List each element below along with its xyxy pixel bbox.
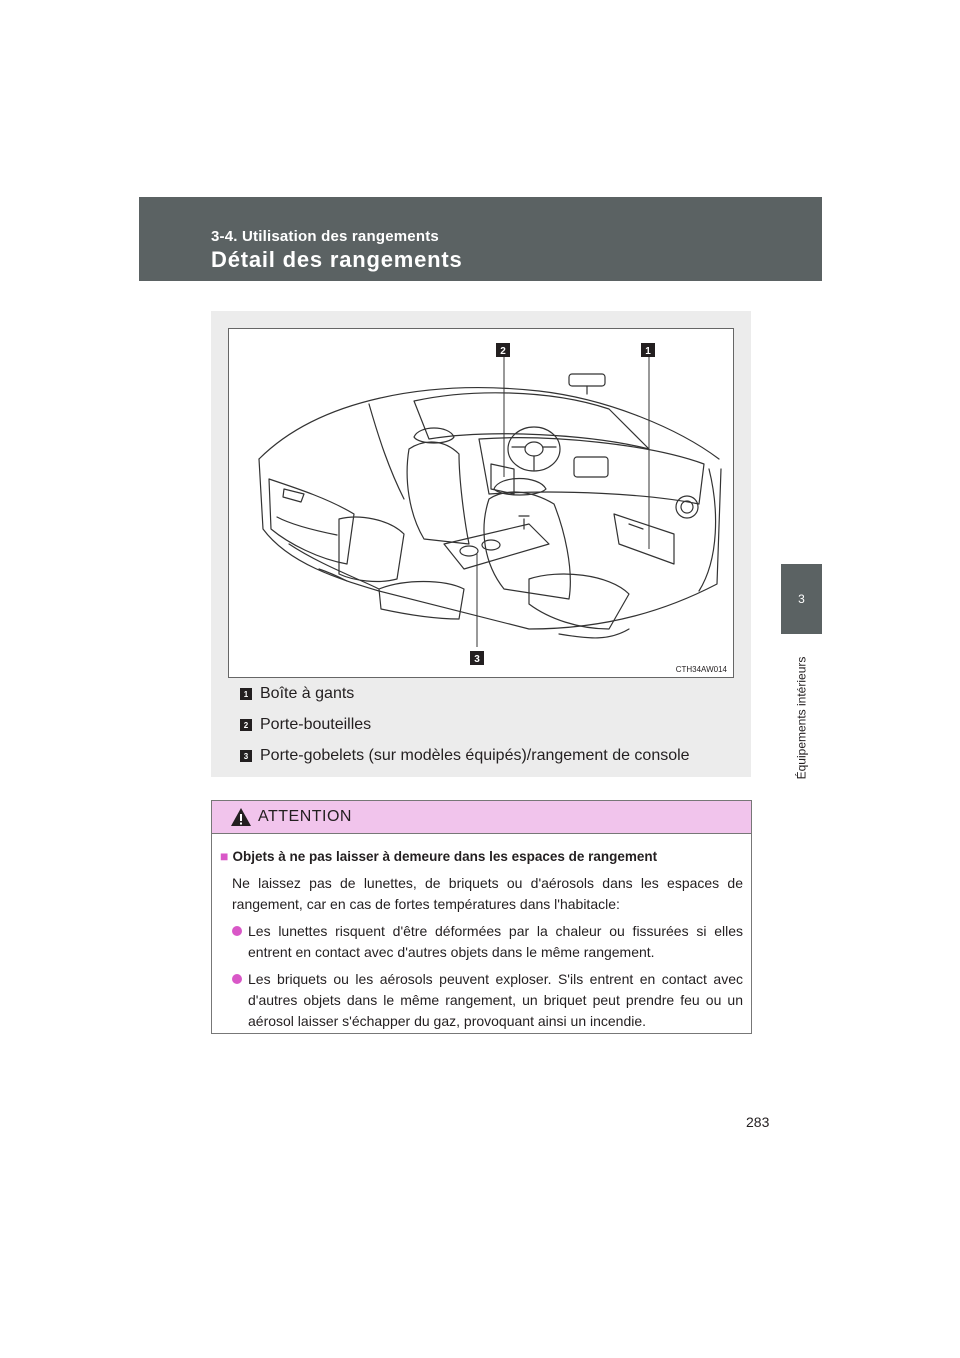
car-interior-drawing — [229, 329, 733, 677]
warning-header — [212, 801, 751, 834]
warning-bullet — [232, 969, 743, 1032]
callout-3: 3 — [474, 654, 480, 665]
rear-door-frame — [269, 479, 354, 564]
page-header — [139, 197, 822, 281]
warning-box — [211, 800, 752, 1034]
rearview-mirror — [569, 374, 605, 386]
passenger-cushion — [529, 574, 629, 629]
gear-lever — [519, 516, 529, 529]
page-title: Détail des rangements — [211, 247, 463, 272]
figure-panel — [211, 311, 751, 777]
warning-heading: Objets à ne pas laisser à demeure dans les espaces de rangement — [232, 849, 658, 864]
warning-bullet-text: Les lunettes risquent d'être déformées par la chaleur ou fissurées si elles entrent en contact avec d'autres objets dans le même rangement. — [248, 923, 743, 960]
chapter-label — [781, 638, 822, 798]
glove-box — [614, 514, 674, 564]
roof-line — [259, 388, 719, 459]
warning-body — [212, 834, 751, 1032]
legend-marker: 1 — [240, 688, 252, 700]
legend — [240, 681, 690, 774]
driver-seat — [407, 442, 469, 544]
warning-triangle-icon — [230, 807, 252, 827]
figure-code: CTH34AW014 — [675, 665, 727, 674]
legend-text: Porte-bouteilles — [260, 716, 372, 733]
square-bullet-icon: ■ — [220, 848, 229, 864]
chapter-tab — [781, 564, 822, 634]
legend-text: Porte-gobelets (sur modèles équipés)/rangement de console — [260, 747, 690, 764]
door-pocket-rear — [277, 517, 337, 535]
bullet-dot-icon — [232, 974, 242, 984]
center-console — [444, 524, 549, 569]
cup-holder-1 — [460, 546, 478, 556]
seatbelt — [369, 404, 404, 499]
callout-1: 1 — [645, 346, 651, 357]
bullet-dot-icon — [232, 926, 242, 936]
legend-text: Boîte à gants — [260, 685, 355, 702]
chapter-label-text: Équipements intérieurs — [794, 656, 809, 780]
driver-headrest — [414, 428, 454, 443]
legend-item — [240, 712, 690, 738]
legend-marker: 3 — [240, 750, 252, 762]
center-display — [574, 457, 608, 477]
legend-marker: 2 — [240, 719, 252, 731]
callout-group — [470, 343, 655, 665]
chapter-number: 3 — [798, 592, 805, 606]
car-interior-illustration — [228, 328, 734, 678]
warning-bullet-text: Les briquets ou les aérosols peuvent exploser. S'ils entrent en contact avec d'autres objets dans le même rangement, un briquet peut prendre feu ou un aérosol laisser s'échapper du gaz, provoquant ainsi un incendie. — [248, 971, 743, 1029]
door-handle-rear — [283, 489, 304, 502]
body-outline — [259, 459, 721, 629]
callout-2: 2 — [500, 346, 506, 357]
legend-item — [240, 681, 690, 707]
legend-item — [240, 743, 690, 769]
passenger-seat — [484, 492, 570, 599]
section-title: 3-4. Utilisation des rangements — [211, 228, 439, 245]
warning-bullet — [232, 921, 743, 963]
page-number: 283 — [746, 1114, 770, 1130]
warning-label: ATTENTION — [258, 808, 352, 825]
air-vent-right — [676, 496, 698, 518]
warning-intro: Ne laissez pas de lunettes, de briquets ou d'aérosols dans les espaces de rangement, car en cas de fortes températures dans l'habitacle: — [232, 875, 743, 912]
warning-heading-row — [220, 846, 743, 867]
